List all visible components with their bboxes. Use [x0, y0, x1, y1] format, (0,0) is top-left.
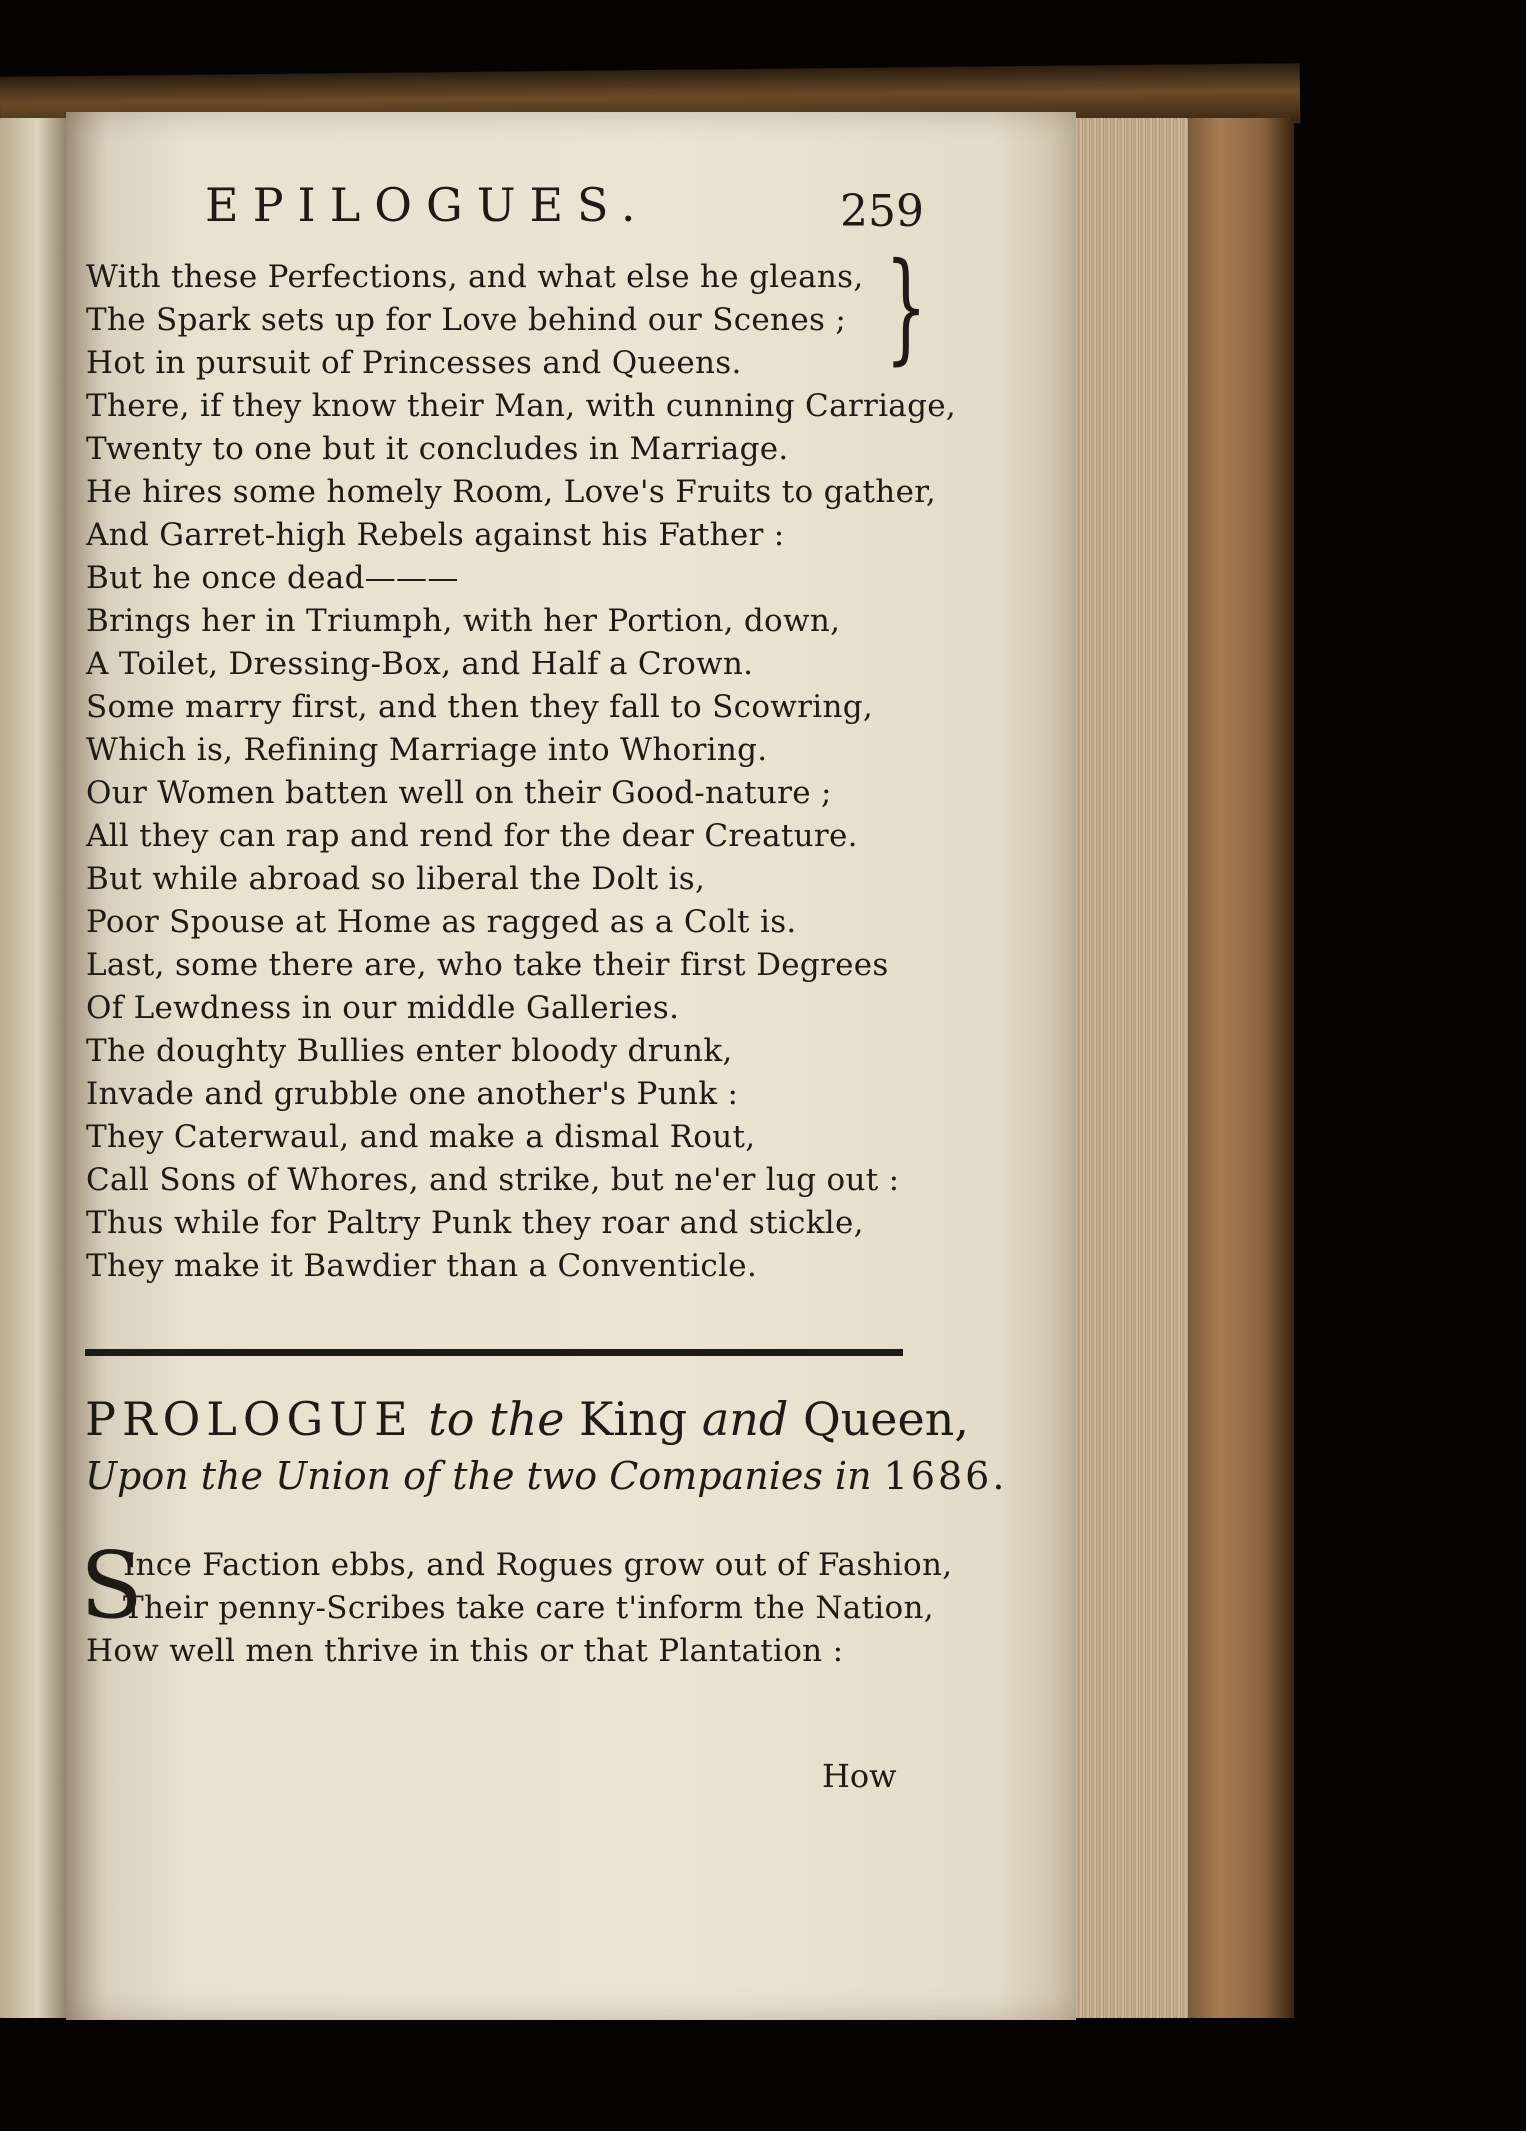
verse-line: Some marry first, and then they fall to Scowring, [86, 689, 874, 725]
book-cover-edge [1188, 118, 1294, 2018]
verse-line: He hires some homely Room, Love's Fruits to gather, [86, 474, 937, 510]
verse-line: Twenty to one but it concludes in Marriage. [86, 431, 789, 467]
prologue-title-and: and [701, 1392, 789, 1446]
verse-line: Brings her in Triumph, with her Portion, down, [86, 603, 841, 639]
verse-line: The Spark sets up for Love behind our Scenes ; [86, 302, 847, 338]
verse-line: But he once dead——— [86, 560, 459, 596]
verse-line: The doughty Bullies enter bloody drunk, [86, 1033, 733, 1069]
verse-line: Hot in pursuit of Princesses and Queens. [86, 345, 742, 381]
verse-line: Thus while for Paltry Punk they roar and stickle, [86, 1205, 864, 1241]
verse-line: They make it Bawdier than a Conventicle. [86, 1248, 758, 1284]
verse-line: A Toilet, Dressing-Box, and Half a Crown. [86, 646, 754, 682]
facing-page-edge [0, 118, 68, 2018]
drop-cap: S [80, 1532, 144, 1639]
verse-line: Poor Spouse at Home as ragged as a Colt is. [86, 904, 797, 940]
verse-line: But while abroad so liberal the Dolt is, [86, 861, 706, 897]
verse-line: Invade and grubble one another's Punk : [86, 1076, 739, 1112]
verse-line: Of Lewdness in our middle Galleries. [86, 990, 680, 1026]
verse-line: They Caterwaul, and make a dismal Rout, [86, 1119, 756, 1155]
prologue-subtitle-text: Upon the Union of the two Companies in [85, 1454, 872, 1498]
catchword: How [822, 1757, 897, 1795]
triplet-brace-icon: } [885, 238, 928, 377]
prologue-line: Their penny-Scribes take care t'inform the Nation, [123, 1590, 934, 1626]
page-block-fore-edge [1076, 118, 1188, 2018]
section-divider [85, 1349, 903, 1356]
prologue-title-queen: Queen, [802, 1392, 969, 1446]
verse-line: Last, some there are, who take their first Degrees [86, 947, 889, 983]
verse-line: All they can rap and rend for the dear Creature. [86, 818, 858, 854]
prologue-subtitle [85, 1454, 1007, 1498]
prologue-title-caps: PROLOGUE [85, 1392, 414, 1446]
prologue-line: Ince Faction ebbs, and Rogues grow out of Fashion, [123, 1547, 953, 1583]
verse-line: Our Women batten well on their Good-nature ; [86, 775, 832, 811]
verse-line: Which is, Refining Marriage into Whoring. [86, 732, 768, 768]
verse-line: With these Perfections, and what else he gleans, [86, 259, 864, 295]
prologue-title-king: King [579, 1392, 688, 1446]
verse-line: There, if they know their Man, with cunning Carriage, [86, 388, 957, 424]
prologue-subtitle-year: 1686. [883, 1454, 1008, 1498]
verse-line: And Garret-high Rebels against his Father : [86, 517, 785, 553]
prologue-title-to-the: to the [428, 1392, 565, 1446]
page-number: 259 [840, 186, 924, 237]
verse-line: Call Sons of Whores, and strike, but ne'er lug out : [86, 1162, 900, 1198]
running-head: EPILOGUES. [205, 178, 650, 232]
prologue-title [85, 1392, 969, 1446]
prologue-line: How well men thrive in this or that Plantation : [86, 1633, 844, 1669]
